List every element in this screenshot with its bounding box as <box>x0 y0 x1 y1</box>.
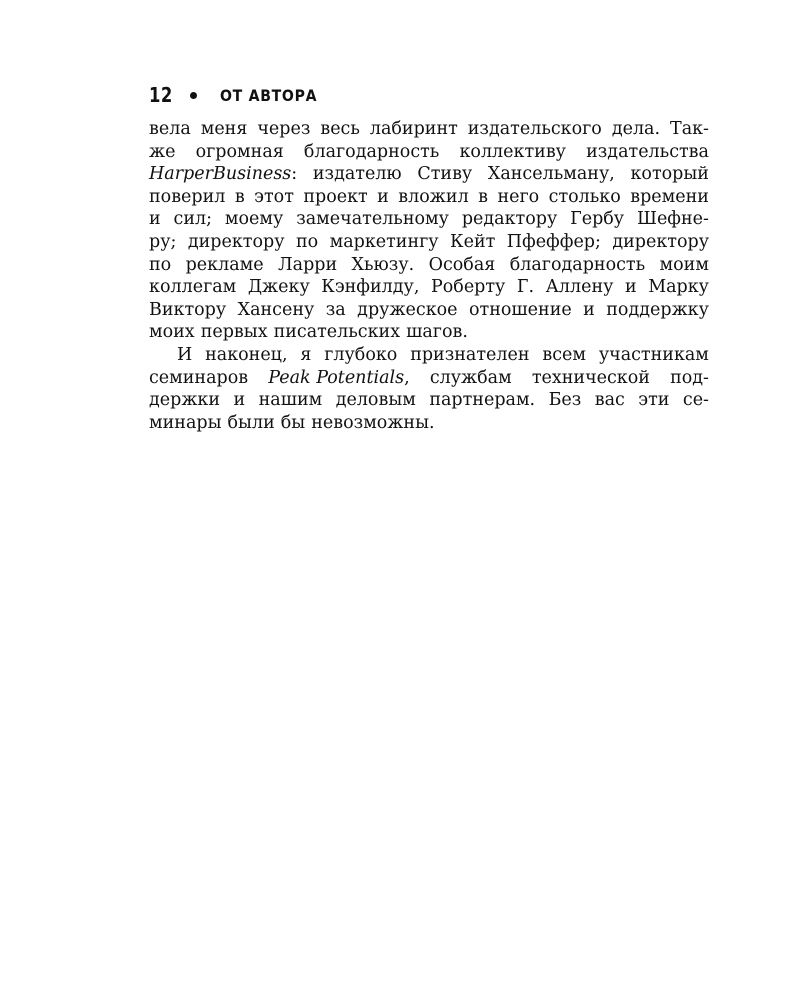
word: Кэнфилду, <box>321 277 420 298</box>
word: моему <box>224 209 284 230</box>
word: Кейт <box>450 231 496 252</box>
word: Гербу <box>570 209 625 230</box>
word: Шефне- <box>636 209 709 230</box>
word: редактору <box>461 209 558 230</box>
word: и <box>583 299 595 320</box>
word: издательства <box>586 141 709 162</box>
section-title: ОТ АВТОРА <box>220 85 318 105</box>
word: по <box>149 254 172 275</box>
word: огромная <box>195 141 284 162</box>
word: издательского <box>467 119 602 139</box>
word: поверил <box>149 186 226 207</box>
word: Особая <box>428 254 496 275</box>
word: Роберту <box>430 277 506 298</box>
word: всем <box>542 344 586 365</box>
text-line <box>149 118 709 141</box>
word: се- <box>682 390 709 411</box>
punctuation: , <box>404 367 410 388</box>
word: замечательному <box>296 209 449 230</box>
text-line <box>149 321 709 344</box>
word: ру; <box>149 231 177 252</box>
word: благодарность <box>509 254 646 275</box>
text-line <box>149 344 709 367</box>
word: невозможны. <box>311 412 435 433</box>
body-text <box>149 118 709 434</box>
word: партнерам. <box>429 390 536 411</box>
word: благодарность <box>303 141 440 162</box>
word: эти <box>638 390 670 411</box>
text-line <box>149 186 709 209</box>
word: Без <box>548 390 582 411</box>
word: под- <box>670 367 709 388</box>
word: весь <box>320 119 360 139</box>
word: Марку <box>648 277 709 298</box>
word: службам <box>429 367 512 388</box>
word: писательских <box>273 322 401 343</box>
text-line <box>149 163 709 186</box>
word: минары <box>149 412 222 433</box>
word: поддержку <box>606 299 709 320</box>
bullet-separator <box>190 92 197 99</box>
word: я <box>300 344 312 365</box>
word: сил; <box>173 209 213 230</box>
word: маркетингу <box>329 231 439 252</box>
word: вела <box>149 119 191 139</box>
word: технической <box>531 367 650 388</box>
word: коллегам <box>149 277 237 298</box>
word: признателен <box>410 344 530 365</box>
text-line <box>149 412 709 435</box>
word: же <box>149 141 176 162</box>
text-line <box>149 254 709 277</box>
word: коллективу <box>459 141 566 162</box>
text-line <box>149 141 709 164</box>
word <box>149 163 297 186</box>
word <box>268 367 409 390</box>
punctuation: : <box>291 164 298 185</box>
word: были <box>227 412 275 433</box>
word: Джеку <box>247 277 310 298</box>
word: него <box>497 186 540 207</box>
word: меня <box>200 119 248 139</box>
word: директору <box>187 231 285 252</box>
word: Виктору <box>149 299 227 320</box>
page-number: 12 <box>149 83 173 107</box>
word: дружеское <box>357 299 458 320</box>
word: времени <box>630 186 709 207</box>
word: который <box>630 164 709 185</box>
word: и <box>377 186 389 207</box>
word: Так- <box>670 119 709 139</box>
word: бы <box>280 412 306 433</box>
word: за <box>325 299 346 320</box>
word: шагов. <box>406 322 468 343</box>
text-line <box>149 231 709 254</box>
word: директору <box>612 231 709 252</box>
word: и <box>149 209 161 230</box>
word: деловым <box>335 390 416 411</box>
word: Хансельману, <box>487 164 615 185</box>
word: И <box>177 344 193 365</box>
text-line <box>149 389 709 412</box>
word: Хьюзу. <box>351 254 415 275</box>
word: этот <box>254 186 294 207</box>
word: нашим <box>258 390 323 411</box>
italic-name: Peak Potentials <box>268 367 405 388</box>
word: первых <box>200 322 268 343</box>
word: вас <box>594 390 625 411</box>
word: отношение <box>468 299 572 320</box>
word: участникам <box>598 344 709 365</box>
word: глубоко <box>324 344 398 365</box>
word: Стиву <box>417 164 473 185</box>
word: и <box>233 390 246 411</box>
italic-name: HarperBusiness <box>149 164 292 185</box>
word: наконец, <box>205 344 288 365</box>
word: столько <box>548 186 621 207</box>
word: по <box>295 231 319 252</box>
word: Аллену <box>545 277 614 298</box>
word: проект <box>303 186 368 207</box>
word: Хансену <box>237 299 315 320</box>
word: через <box>257 119 311 139</box>
word: Пфеффер; <box>506 231 601 252</box>
word: издателю <box>312 164 402 185</box>
text-line <box>149 208 709 231</box>
word: моих <box>149 322 195 343</box>
word: рекламе <box>185 254 264 275</box>
text-line <box>149 299 709 322</box>
word: и <box>624 277 637 298</box>
running-head <box>149 82 331 108</box>
word: в <box>234 186 245 207</box>
word: держки <box>149 390 221 411</box>
word: семинаров <box>149 367 249 388</box>
word: дела. <box>611 119 661 139</box>
word: Г. <box>516 277 535 298</box>
word: в <box>478 186 488 207</box>
word: лабиринт <box>369 119 458 139</box>
word: вложил <box>398 186 469 207</box>
text-line <box>149 367 709 390</box>
word: моим <box>659 254 709 275</box>
text-line <box>149 276 709 299</box>
word: Ларри <box>278 254 338 275</box>
